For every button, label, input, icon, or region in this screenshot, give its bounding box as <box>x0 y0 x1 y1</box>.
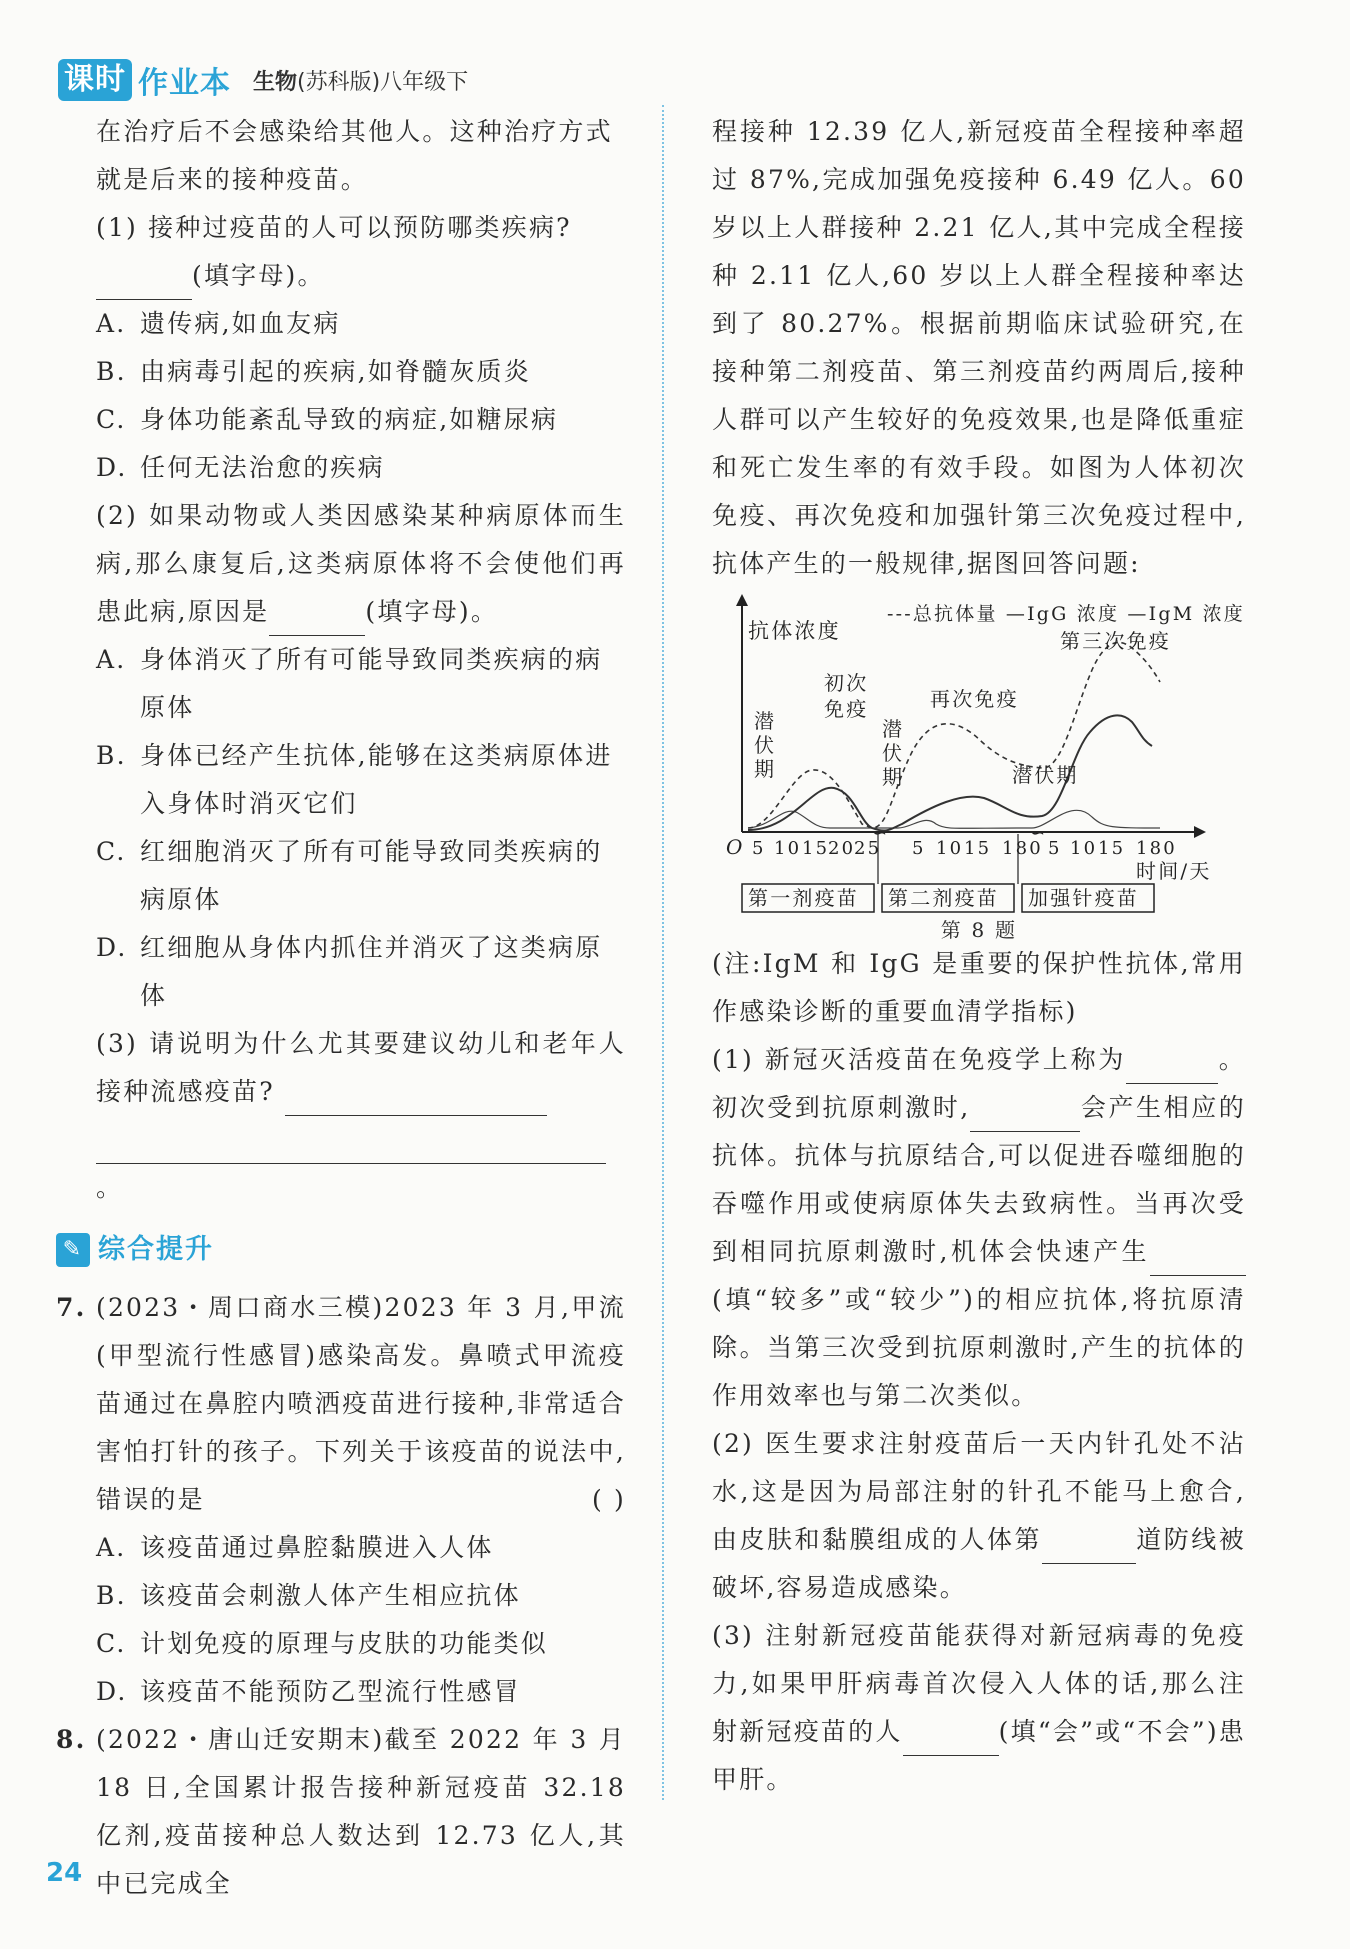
option-text: 该疫苗通过鼻腔黏膜进入人体 <box>140 1533 494 1562</box>
annotation-latent-3: 潜伏期 <box>1012 763 1079 787</box>
option-key: A. <box>96 1533 127 1562</box>
s2-a: (2) 医生要求注射疫苗后一天内针孔处不沾水,这是因为局部注射的针孔不能马上愈合,由皮肤和黏膜组成的人体第 <box>712 1429 1246 1554</box>
s1-a: (1) 新冠灭活疫苗在免疫学上称为 <box>712 1045 1127 1074</box>
s1-b: 。初次受到抗原刺激时, <box>712 1045 1247 1122</box>
option-text: 身体消灭了所有可能导致同类疾病的病原体 <box>140 645 603 722</box>
q1-option-a <box>96 300 626 348</box>
igg-curve <box>748 715 1152 830</box>
q2-option-d <box>96 924 626 1020</box>
question-7 <box>56 1284 626 1524</box>
answer-blank[interactable] <box>1126 1053 1218 1084</box>
q1-fill-text: (填字母)。 <box>192 261 325 290</box>
intro-line-1: 在治疗后不会感染给其他人。这种治疗方式 <box>96 117 613 146</box>
q2-stem-b: (填字母)。 <box>365 597 499 626</box>
page-number: 24 <box>46 1858 83 1888</box>
q7-option-d <box>96 1668 626 1716</box>
antibody-chart <box>712 592 1246 942</box>
x-tick-180b: 180 <box>1002 838 1043 859</box>
answer-blank[interactable] <box>970 1101 1080 1132</box>
subject-label <box>253 65 468 96</box>
x-axis-arrow <box>1194 826 1206 838</box>
option-key: A. <box>96 645 127 674</box>
x-tick-10c: 10 <box>1070 838 1098 859</box>
subject: 生物 <box>253 69 298 95</box>
logo-text: 作业本 <box>138 66 231 101</box>
sub-question-3 <box>712 1612 1246 1804</box>
option-key: D. <box>96 933 128 962</box>
option-key: B. <box>96 357 127 386</box>
option-text: 身体功能紊乱导致的病症,如糖尿病 <box>140 405 559 434</box>
option-key: D. <box>96 1677 128 1706</box>
sub-question-1 <box>712 1036 1246 1420</box>
option-key: D. <box>96 453 128 482</box>
answer-blank[interactable] <box>269 605 365 636</box>
option-text: 红细胞消灭了所有可能导致同类疾病的病原体 <box>140 837 603 914</box>
option-text: 由病毒引起的疾病,如脊髓灰质炎 <box>140 357 531 386</box>
option-text: 计划免疫的原理与皮肤的功能类似 <box>140 1629 549 1658</box>
s2-b: 道防线被破坏,容易造成感染。 <box>712 1525 1246 1602</box>
annotation-latent-2a: 潜 <box>882 717 905 741</box>
option-text: 任何无法治愈的疾病 <box>140 453 385 482</box>
x-axis-label: 时间/天 <box>1136 859 1212 883</box>
question-number: 8. <box>56 1725 87 1754</box>
x-tick-5c: 5 <box>1048 838 1062 859</box>
q7-stem: (2023・周口商水三模)2023 年 3 月,甲流(甲型流行性感冒)感染高发。鼻喷式甲流疫苗通过在鼻腔内喷洒疫苗进行接种,非常适合害怕打针的孩子。下列关于该疫苗的说法中,错误的是 <box>96 1293 626 1514</box>
book-logo <box>58 58 231 102</box>
x-tick-5: 5 <box>752 838 766 859</box>
q1-option-d <box>96 444 626 492</box>
figure-caption: 第 8 题 <box>940 918 1018 942</box>
x-tick-15b: 15 <box>964 838 992 859</box>
intro-line-2: 就是后来的接种疫苗。 <box>96 165 369 194</box>
answer-blank[interactable] <box>96 269 192 300</box>
q7-option-c <box>96 1620 626 1668</box>
y-axis-label: 抗体浓度 <box>748 619 841 643</box>
annotation-second: 再次免疫 <box>930 687 1019 711</box>
phase-label-1: 第一剂疫苗 <box>748 886 859 910</box>
q8-text-start: (2022・唐山迁安期末)截至 2022 年 3 月 18 日,全国累计报告接种新冠疫苗 32.18 亿剂,疫苗接种总人数达到 12.73 亿人,其中已完成全 <box>96 1725 626 1898</box>
answer-blank[interactable] <box>1042 1533 1136 1564</box>
x-tick-10: 10 <box>774 838 802 859</box>
q3-stem-text: (3) 请说明为什么尤其要建议幼儿和老年人接种流感疫苗? <box>96 1029 626 1106</box>
legend: ---总抗体量 —IgG 浓度 —IgM 浓度 <box>887 603 1245 625</box>
option-text: 该疫苗会刺激人体产生相应抗体 <box>140 1581 521 1610</box>
right-column <box>712 108 1246 1804</box>
s3-b: (填“会”或“不会”)患甲肝。 <box>712 1717 1247 1794</box>
q3-answer-line <box>96 1116 626 1212</box>
q2-stem <box>96 492 626 636</box>
q1-stem: (1) 接种过疫苗的人可以预防哪类疾病? <box>96 213 572 242</box>
answer-blank[interactable] <box>1150 1245 1246 1276</box>
q3-end: 。 <box>96 1173 124 1202</box>
answer-blank[interactable] <box>285 1085 547 1116</box>
q1-fill <box>96 252 626 300</box>
annotation-latent-1c: 期 <box>754 757 777 781</box>
chart-svg <box>712 592 1246 922</box>
option-key: C. <box>96 1629 127 1658</box>
phase-label-3: 加强针疫苗 <box>1028 886 1139 910</box>
q2-option-c <box>96 828 626 924</box>
s1-c: 会产生相应的抗体。抗体与抗原结合,可以促进吞噬细胞的吞噬作用或使病原体失去致病性。当再次受到相同抗原刺激时,机体会快速产生 <box>712 1093 1247 1266</box>
q3-stem <box>96 1020 626 1116</box>
x-tick-5b: 5 <box>912 838 926 859</box>
option-key: C. <box>96 405 127 434</box>
question-stem <box>96 1284 626 1524</box>
q7-option-a <box>96 1524 626 1572</box>
annotation-latent-1a: 潜 <box>754 709 777 733</box>
option-text: 红细胞从身体内抓住并消灭了这类病原体 <box>140 933 603 1010</box>
x-tick-10b: 10 <box>936 838 964 859</box>
q2-option-b <box>96 732 626 828</box>
q1-option-c <box>96 396 626 444</box>
annotation-latent-2c: 期 <box>882 765 905 789</box>
s1-d: (填“较多”或“较少”)的相应抗体,将抗原清除。当第三次受到抗原刺激时,产生的抗体的作用效率也与第二次类似。 <box>712 1285 1246 1410</box>
phase-label-2: 第二剂疫苗 <box>888 886 999 910</box>
section-header <box>56 1226 626 1274</box>
q7-option-b <box>96 1572 626 1620</box>
option-key: B. <box>96 1581 127 1610</box>
page-header <box>58 56 468 104</box>
option-text: 身体已经产生抗体,能够在这类病原体进入身体时消灭它们 <box>140 741 613 818</box>
q1-option-b <box>96 348 626 396</box>
pencil-icon: ✎ <box>56 1233 90 1267</box>
answer-blank[interactable] <box>96 1133 606 1164</box>
section-title: 综合提升 <box>98 1234 214 1265</box>
annotation-third: 第三次免疫 <box>1060 629 1171 653</box>
s3-a: (3) 注射新冠疫苗能获得对新冠病毒的免疫力,如果甲肝病毒首次侵入人体的话,那么注射新冠疫苗的人 <box>712 1621 1246 1746</box>
q2-option-a <box>96 636 626 732</box>
option-text: 该疫苗不能预防乙型流行性感冒 <box>140 1677 521 1706</box>
axis-break-2: ∽ <box>1030 823 1048 844</box>
origin-label: O <box>726 835 745 859</box>
annotation-first-b: 免疫 <box>824 697 869 721</box>
option-text: 遗传病,如血友病 <box>140 309 341 338</box>
annotation-first-a: 初次 <box>824 671 869 695</box>
axis-break-1: ∽ <box>872 823 890 844</box>
logo-box: 课时 <box>58 59 132 101</box>
y-axis-arrow <box>736 594 748 606</box>
x-tick-25: 25 <box>854 838 882 859</box>
option-key: C. <box>96 837 127 866</box>
annotation-latent-2b: 伏 <box>882 741 905 765</box>
q2-stem-a: (2) 如果动物或人类因感染某种病原体而生病,那么康复后,这类病原体将不会使他们再患此病,原因是 <box>96 501 626 626</box>
q8-text-continued: 程接种 12.39 亿人,新冠疫苗全程接种率超过 87%,完成加强免疫接种 6.49 亿人。60 岁以上人群接种 2.21 亿人,其中完成全程接种 2.11 亿人,60 岁以上人群全程接种率达到了 80.27%。根据前期临床试验研究,在接种第二剂疫苗、第三剂疫苗约两周后,接种人群可以产生较好的免疫效果,也是降低重症和死亡发生率的有效手段。如图为人体初次免疫、再次免疫和加强针第三次免疫过程中,抗体产生的一般规律,据图回答问题: <box>712 117 1246 578</box>
x-tick-20: 20 <box>828 838 856 859</box>
option-key: B. <box>96 741 127 770</box>
answer-blank[interactable] <box>903 1725 999 1756</box>
x-tick-15: 15 <box>802 838 830 859</box>
column-divider <box>662 105 664 1800</box>
x-tick-15c: 15 <box>1098 838 1126 859</box>
note: (注:IgM 和 IgG 是重要的保护性抗体,常用作感染诊断的重要血清学指标) <box>712 949 1246 1026</box>
option-key: A. <box>96 309 127 338</box>
answer-paren[interactable]: ( ) <box>591 1485 626 1514</box>
sub-question-2 <box>712 1420 1246 1612</box>
question-number: 7. <box>56 1293 87 1322</box>
igm-curve <box>748 810 1160 828</box>
edition: (苏科版)八年级下 <box>297 69 469 95</box>
annotation-latent-1b: 伏 <box>754 733 777 757</box>
x-tick-180c: 180 <box>1136 838 1177 859</box>
